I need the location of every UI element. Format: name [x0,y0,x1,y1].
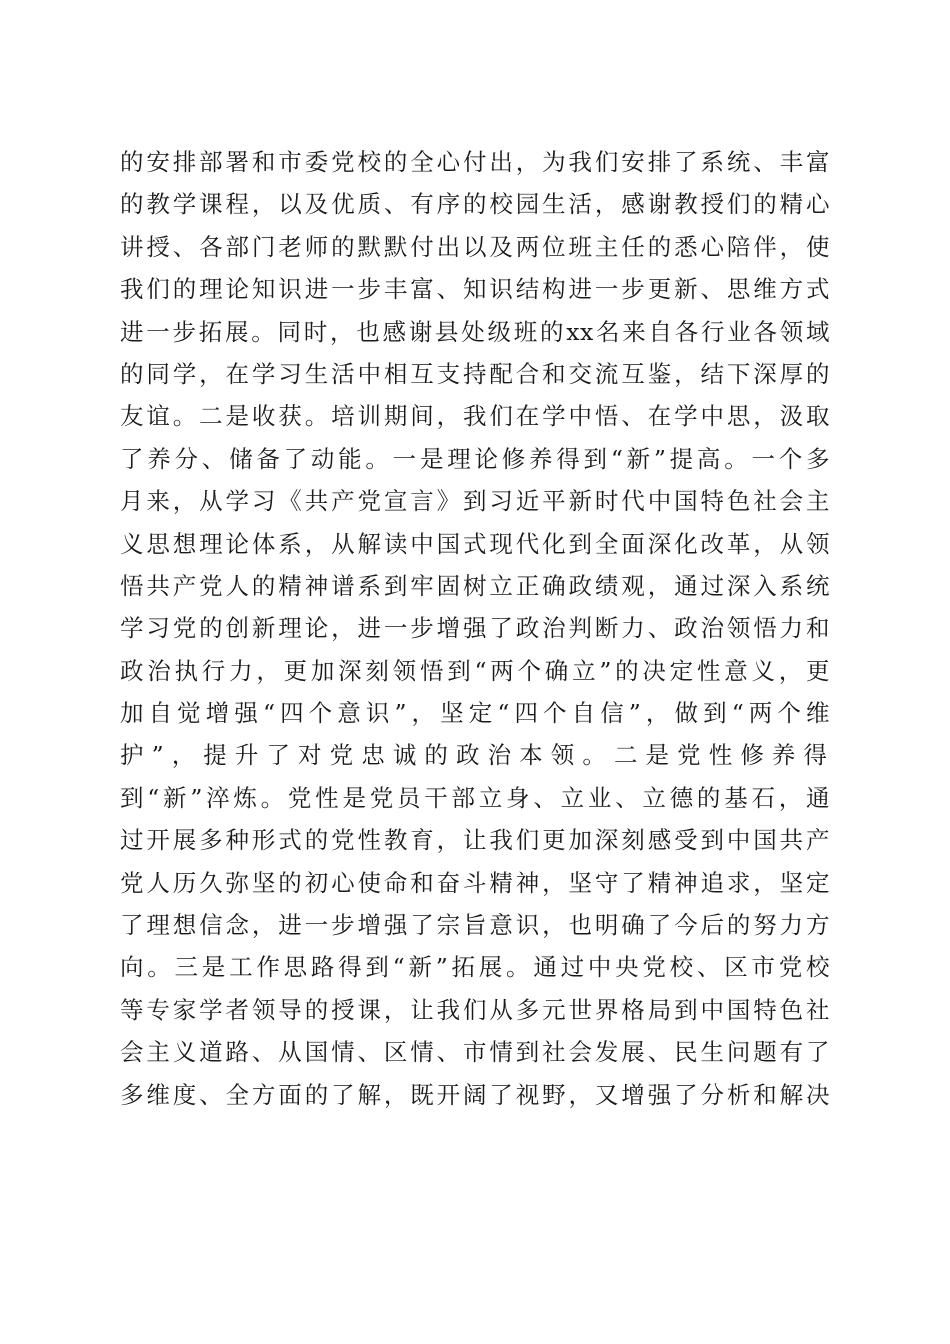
body-text [120,141,830,1116]
text-line: 悟共产党人的精神谱系到牢固树立正确政绩观，通过深入系统 [120,571,830,600]
text-line: 了理想信念，进一步增强了宗旨意识，也明确了今后的努力方 [120,911,830,940]
text-line: 友谊。二是收获。培训期间，我们在学中悟、在学中思，汲取 [120,402,830,431]
text-line: 过开展多种形式的党性教育，让我们更加深刻感受到中国共产 [120,826,830,855]
text-line: 了养分、储备了动能。一是理论修养得到“新”提高。一个多 [120,444,830,473]
text-line: 等专家学者领导的授课，让我们从多元世界格局到中国特色社 [120,995,830,1024]
text-line: 学习党的创新理论，进一步增强了政治判断力、政治领悟力和 [120,614,830,643]
text-line: 护”，提升了对党忠诚的政治本领。二是党性修养得 [120,741,830,770]
text-line: 的安排部署和市委党校的全心付出，为我们安排了系统、丰富 [120,148,830,176]
text-line: 讲授、各部门老师的默默付出以及两位班主任的悉心陪伴，使 [120,232,830,261]
text-line: 的同学，在学习生活中相互支持配合和交流互鉴，结下深厚的 [120,359,830,388]
text-line: 进一步拓展。同时，也感谢县处级班的xx名来自各行业各领域 [120,317,830,346]
text-line: 会主义道路、从国情、区情、市情到社会发展、民生问题有了 [120,1038,830,1067]
text-line: 向。三是工作思路得到“新”拓展。通过中央党校、区市党校 [120,953,830,982]
text-line: 到“新”淬炼。党性是党员干部立身、立业、立德的基石，通 [120,783,830,812]
text-line: 多维度、全方面的了解，既开阔了视野，又增强了分析和解决 [120,1080,830,1109]
text-line: 月来，从学习《共产党宣言》到习近平新时代中国特色社会主 [120,487,830,516]
text-line: 政治执行力，更加深刻领悟到“两个确立”的决定性意义，更 [120,656,830,685]
text-line: 的教学课程，以及优质、有序的校园生活，感谢教授们的精心 [120,190,830,219]
text-line: 党人历久弥坚的初心使命和奋斗精神，坚守了精神追求，坚定 [120,868,830,897]
text-line: 加自觉增强“四个意识”，坚定“四个自信”，做到“两个维 [120,699,830,728]
text-line: 我们的理论知识进一步丰富、知识结构进一步更新、思维方式 [120,275,830,304]
text-line: 义思想理论体系，从解读中国式现代化到全面深化改革，从领 [120,529,830,558]
